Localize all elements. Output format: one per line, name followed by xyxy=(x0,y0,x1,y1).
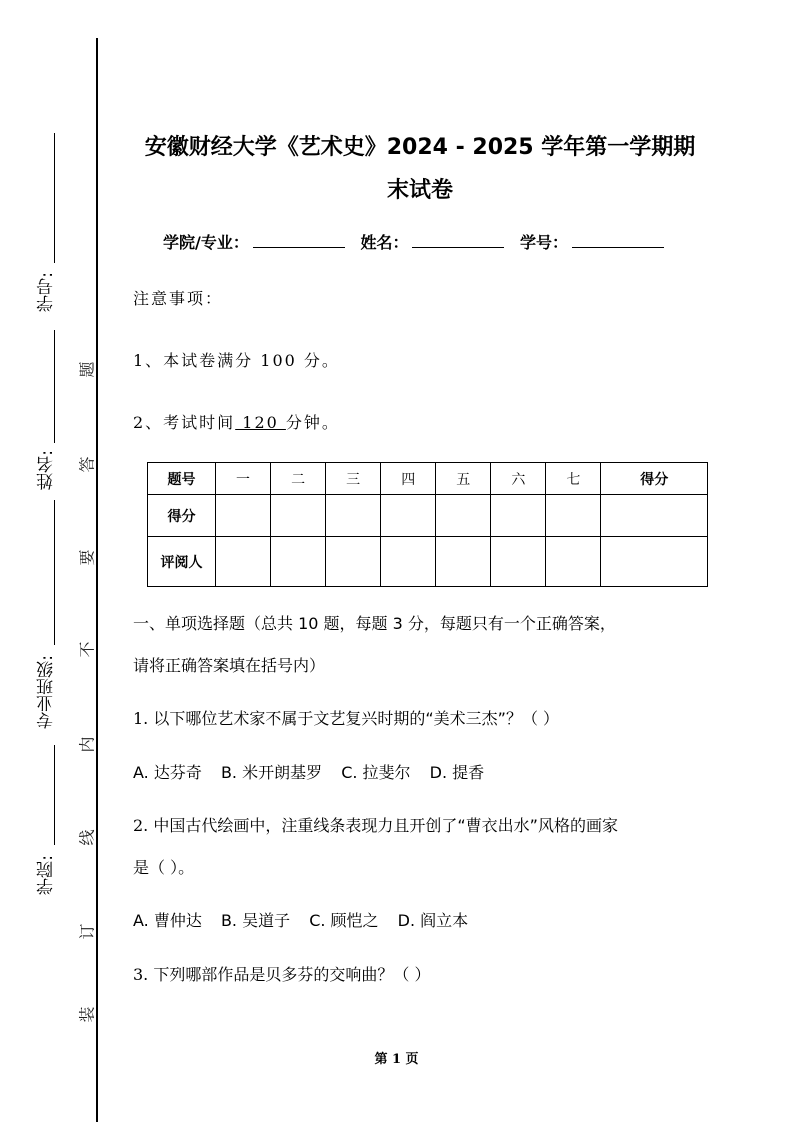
note-item-2-suffix: 分钟。 xyxy=(285,413,340,432)
seal-char: 内 xyxy=(77,736,97,753)
header-cell: 五 xyxy=(436,463,491,495)
score-cell[interactable] xyxy=(436,495,491,537)
score-cell[interactable] xyxy=(326,495,381,537)
seal-char: 题 xyxy=(77,361,97,378)
header-cell: 一 xyxy=(216,463,271,495)
question-number: 2. xyxy=(133,816,149,835)
side-label-college: 学院: xyxy=(37,855,57,895)
row-label: 评阅人 xyxy=(148,537,216,587)
row-label: 得分 xyxy=(148,495,216,537)
header-cell: 得分 xyxy=(601,463,708,495)
score-table xyxy=(147,462,708,587)
reviewer-cell[interactable] xyxy=(601,537,708,587)
reviewer-cell[interactable] xyxy=(326,537,381,587)
seal-char: 答 xyxy=(77,456,97,473)
question-number: 1. xyxy=(133,709,149,728)
question-2-options xyxy=(133,908,482,931)
question-number: 3. xyxy=(133,965,149,984)
exam-title-line2: 末试卷 xyxy=(386,178,453,203)
question-text: 下列哪部作品是贝多芬的交响曲？（ ） xyxy=(153,965,431,984)
side-label-name: 姓名: xyxy=(37,450,57,490)
section1-heading-line2: 请将正确答案填在括号内） xyxy=(133,656,326,675)
page-number: 第 1 页 xyxy=(374,1052,419,1067)
seal-char: 不 xyxy=(77,641,97,658)
question-1 xyxy=(133,706,559,729)
score-cell[interactable] xyxy=(546,495,601,537)
question-1-options xyxy=(133,760,498,783)
reviewer-cell[interactable] xyxy=(546,537,601,587)
student-id-field[interactable] xyxy=(572,232,664,248)
option-b: B. 米开朗基罗 xyxy=(220,763,323,782)
question-2 xyxy=(133,813,618,836)
reviewer-cell[interactable] xyxy=(491,537,546,587)
name-label: 姓名： xyxy=(360,233,409,252)
question-3 xyxy=(133,962,430,985)
option-c: C. 顾恺之 xyxy=(309,911,379,930)
option-a: A. 达芬奇 xyxy=(133,763,202,782)
name-blank-line xyxy=(54,330,55,443)
option-d: D. 提香 xyxy=(429,763,485,782)
reviewer-cell[interactable] xyxy=(381,537,436,587)
binding-line xyxy=(96,38,98,1122)
note-item-2 xyxy=(133,410,340,433)
seal-char: 订 xyxy=(77,923,97,940)
question-text: 中国古代绘画中，注重线条表现力且开创了“曹衣出水”风格的画家 xyxy=(153,816,618,835)
reviewer-cell[interactable] xyxy=(436,537,491,587)
header-cell: 六 xyxy=(491,463,546,495)
question-text: 以下哪位艺术家不属于文艺复兴时期的“美术三杰”？（ ） xyxy=(153,709,560,728)
option-b: B. 吴道子 xyxy=(220,911,291,930)
score-cell[interactable] xyxy=(216,495,271,537)
option-c: C. 拉斐尔 xyxy=(341,763,411,782)
seal-char: 线 xyxy=(77,829,97,846)
seal-char: 装 xyxy=(77,1006,97,1023)
score-cell[interactable] xyxy=(491,495,546,537)
reviewer-row xyxy=(148,537,708,587)
header-cell: 二 xyxy=(271,463,326,495)
score-row xyxy=(148,495,708,537)
header-cell: 题号 xyxy=(148,463,216,495)
reviewer-cell[interactable] xyxy=(271,537,326,587)
note-item-2-prefix: 2、考试时间 xyxy=(133,413,236,432)
exam-title-line1: 安徽财经大学《艺术史》2024 - 2025 学年第一学期期 xyxy=(144,135,696,160)
header-cell: 三 xyxy=(326,463,381,495)
note-item-1: 1、本试卷满分 100 分。 xyxy=(133,351,340,370)
seal-char: 要 xyxy=(77,549,97,566)
score-cell[interactable] xyxy=(381,495,436,537)
question-2-line2: 是（ ）。 xyxy=(133,858,195,877)
side-label-student-id: 学号: xyxy=(37,272,57,312)
student-id-blank-line xyxy=(54,133,55,263)
score-cell[interactable] xyxy=(601,495,708,537)
college-major-label: 学院/专业： xyxy=(163,233,249,252)
student-info-row xyxy=(163,230,674,253)
header-cell: 四 xyxy=(381,463,436,495)
name-field[interactable] xyxy=(412,232,504,248)
college-major-field[interactable] xyxy=(253,232,345,248)
option-a: A. 曹仲达 xyxy=(133,911,202,930)
class-blank-line xyxy=(54,500,55,645)
notes-heading: 注意事项： xyxy=(133,289,224,308)
section1-heading-line1: 一、单项选择题（总共 10 题，每题 3 分，每题只有一个正确答案， xyxy=(133,614,616,633)
college-blank-line xyxy=(54,745,55,845)
reviewer-cell[interactable] xyxy=(216,537,271,587)
score-cell[interactable] xyxy=(271,495,326,537)
student-id-label: 学号： xyxy=(520,233,569,252)
exam-duration-value: 120 xyxy=(235,413,286,432)
header-cell: 七 xyxy=(546,463,601,495)
option-d: D. 阎立本 xyxy=(397,911,469,930)
score-table-header-row xyxy=(148,463,708,495)
side-label-major-class: 专业班级: xyxy=(37,655,57,729)
